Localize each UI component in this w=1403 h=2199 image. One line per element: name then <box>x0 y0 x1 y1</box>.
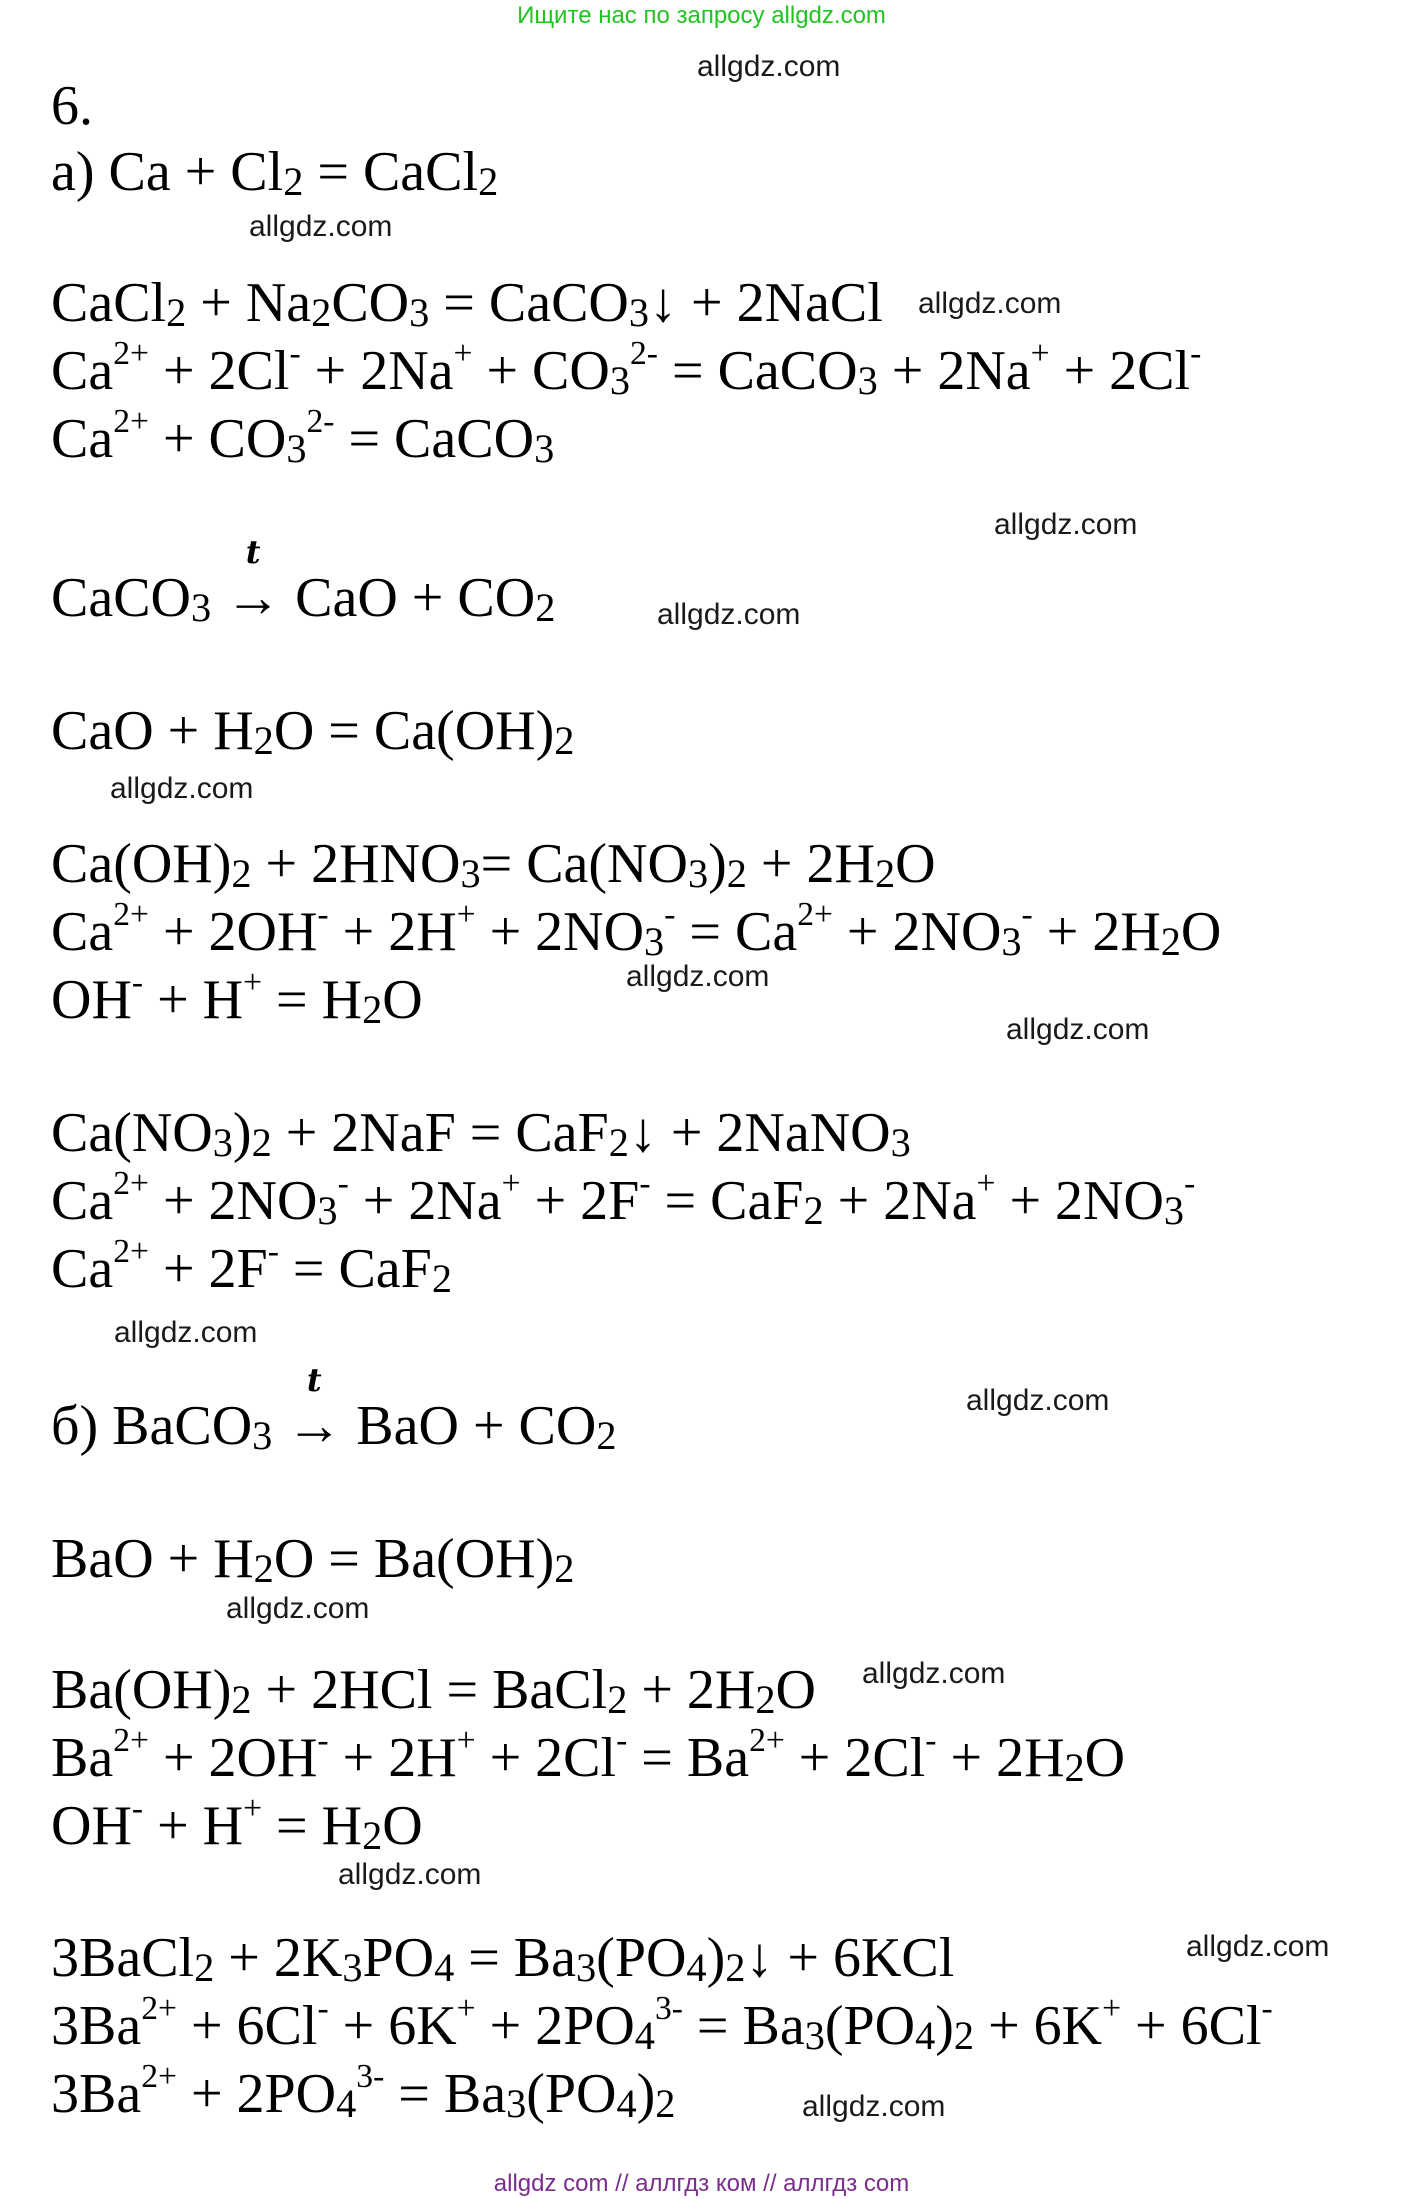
watermark: allgdz.com <box>657 598 801 631</box>
equation: $Ca^{2+} + 2Cl^- + 2Na^+ + CO_3^{2-}$ = CaCO$_3$ + 2Na+ + 2Cl- <box>51 334 1202 403</box>
site-footer[interactable]: allgdz com // аллгдз ком // аллгдз com <box>493 2170 910 2197</box>
part-label: б) <box>51 1395 99 1457</box>
equation: $OH^- + H^+ = H_2O$ <box>51 1789 423 1858</box>
equation: $Ca^{2+} + 2F^- = CaF_2$ <box>51 1232 452 1301</box>
equation: $Ba^{2+} + 2OH^- + 2H^+ + 2Cl^- = Ba^{2+} + 2Cl^- + 2H_2O$ <box>51 1721 1126 1790</box>
part-label: а) <box>51 141 95 203</box>
watermark: allgdz.com <box>338 1858 482 1891</box>
task-number: 6. <box>51 75 93 137</box>
heat-arrow: t → <box>286 1361 343 1457</box>
watermark: allgdz.com <box>626 960 770 993</box>
watermark: allgdz.com <box>1186 1930 1330 1963</box>
equation: $Ca^{2+} + 2OH^- + 2H^+ + 2NO_3^- = Ca^{2+} + 2NO_3^- + 2H_2O$ <box>51 895 1222 964</box>
watermark: allgdz.com <box>114 1316 258 1349</box>
equation: $Ca(OH)_2 + 2HNO_3= Ca(NO_3)_2 + 2H_2O$ <box>51 833 936 896</box>
heat-arrow: t → <box>225 533 282 629</box>
watermark: allgdz.com <box>226 1592 370 1625</box>
equation: $Ca(NO_3)_2 + 2NaF$ = CaF$_2$↓ + 2NaNO$_3$ <box>51 1102 911 1165</box>
watermark: allgdz.com <box>697 50 841 83</box>
watermark: allgdz.com <box>918 287 1062 320</box>
equation: $OH^- + H^+ = H_2O$ <box>51 963 423 1032</box>
site-banner[interactable]: Ищите нас по запросу allgdz.com <box>517 2 886 29</box>
equation: б) BaCO$_3$ t → BaO + $CO_2$ <box>51 1361 617 1458</box>
equation: $3Ba^{2+} + 6Cl^- + 6K^+ + 2PO_4^{3-} = Ba_3(PO_4)_2 + 6K^+ + 6Cl^-$ <box>51 1989 1273 2058</box>
equation: BaO + $H_2O = Ba(OH)_2$ <box>51 1528 575 1591</box>
equation: CaCl$_2$ + $Na_2CO_3$ = CaCO$_3$↓ + 2NaCl <box>51 272 883 335</box>
condition-t: t <box>306 1361 322 1399</box>
watermark: allgdz.com <box>862 1657 1006 1690</box>
watermark: allgdz.com <box>249 210 393 243</box>
equation: CaO + $H_2O = Ca(OH)_2$ <box>51 700 575 763</box>
equation: $Ca^{2+} + 2NO_3^- + 2Na^+ + 2F^- = CaF_2 + 2Na^+ + 2NO_3^-$ <box>51 1164 1196 1233</box>
equation: CaCO$_3$ t → CaO + $CO_2$ <box>51 533 556 630</box>
equation: $Ba(OH)_2 + 2HCl$ = BaCl$_2$ + $2H_2O$ <box>51 1659 816 1722</box>
watermark: allgdz.com <box>110 772 254 805</box>
watermark: allgdz.com <box>1006 1013 1150 1046</box>
watermark: allgdz.com <box>994 508 1138 541</box>
equation: $3Ba^{2+} + 2PO_4^{3-} = Ba_3(PO_4)_2$ <box>51 2057 676 2126</box>
condition-t: t <box>245 533 261 571</box>
equation: а) $Ca + Cl_2$ = CaCl$_2$ <box>51 141 499 204</box>
watermark: allgdz.com <box>802 2090 946 2123</box>
watermark: allgdz.com <box>966 1384 1110 1417</box>
equation: 3BaCl$_2$ + $2K_3PO_4$ = $Ba_3(PO_4)_2↓ + 6KCl$ <box>51 1927 955 1990</box>
equation: $Ca^{2+} + CO_3^{2-}$ = CaCO$_3$ <box>51 402 555 471</box>
